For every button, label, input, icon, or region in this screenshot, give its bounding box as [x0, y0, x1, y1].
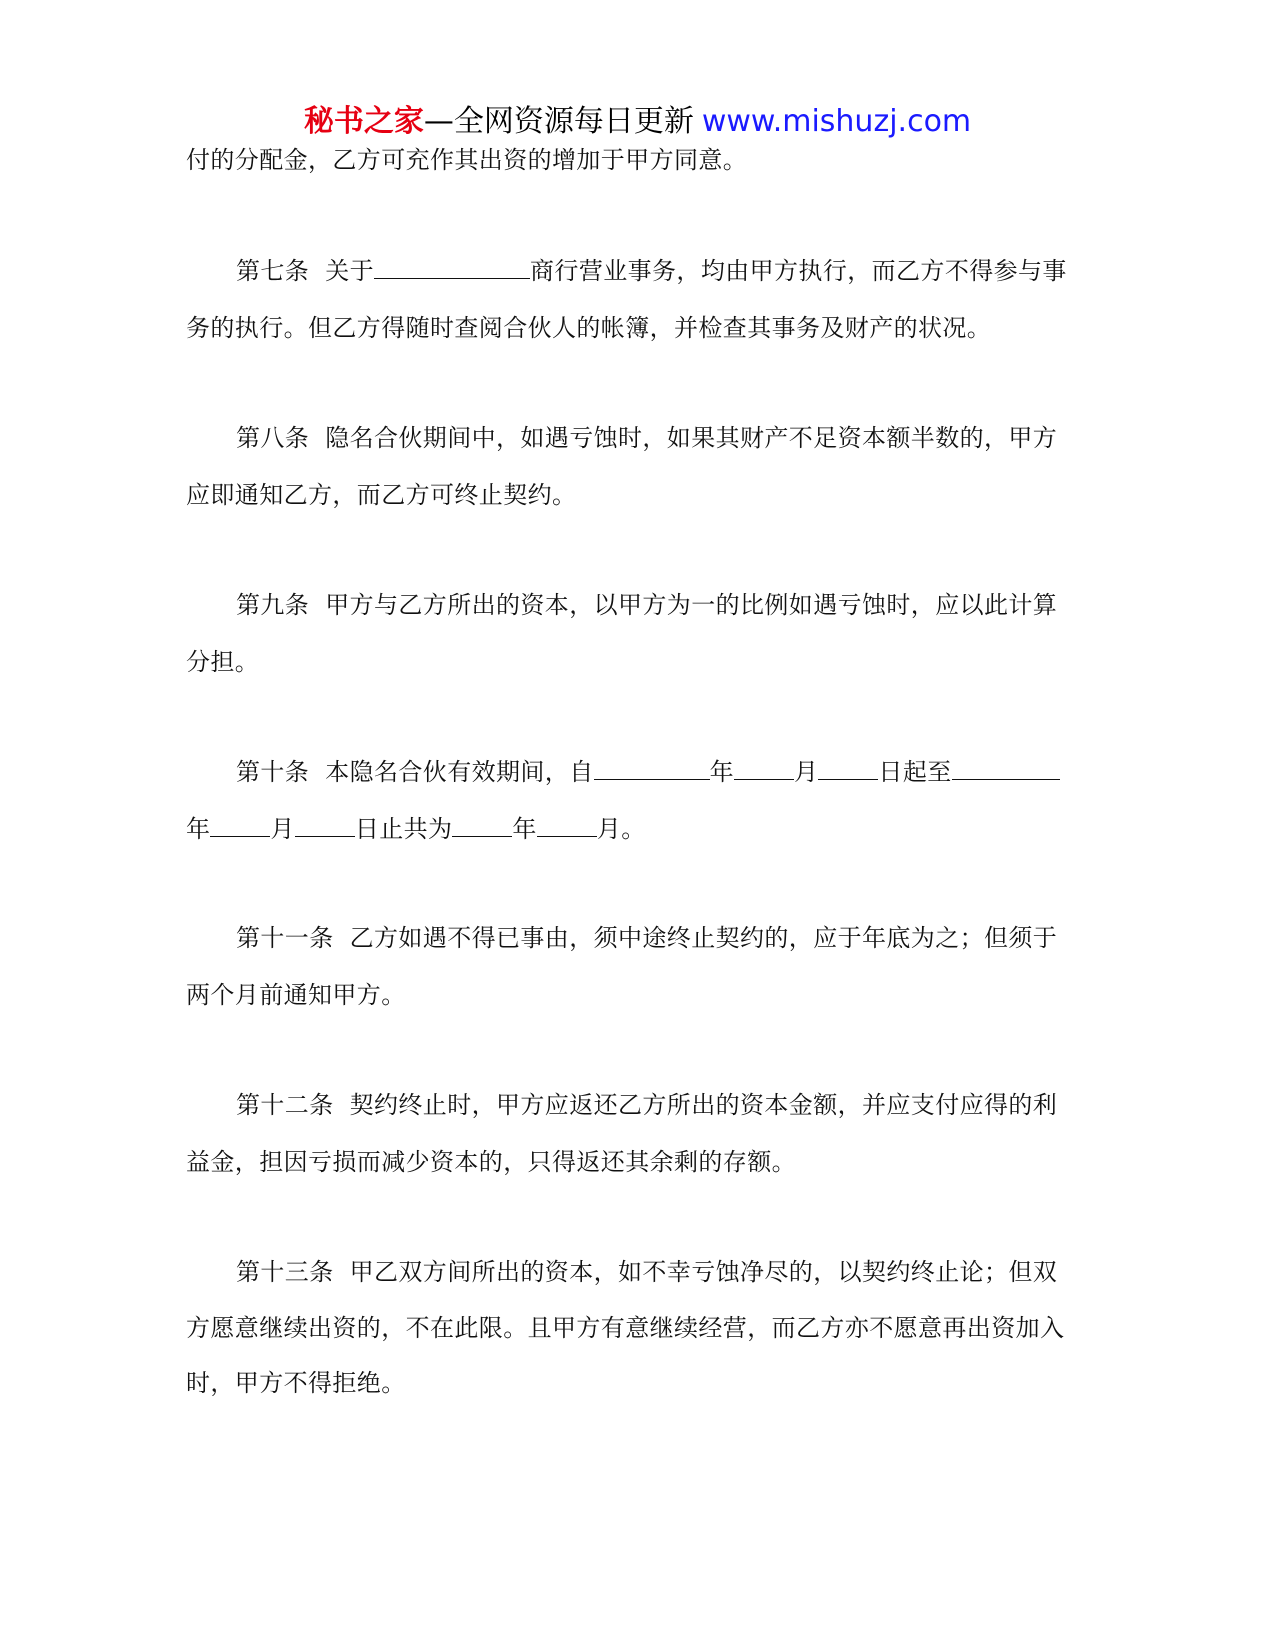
article-10-line-1: 第十条 本隐名合伙有效期间，自 年 月 日起至 [236, 755, 1060, 789]
article-13-line-1: 第十三条 甲乙双方间所出的资本，如不幸亏蚀净尽的，以契约终止论；但双 [236, 1258, 1058, 1286]
blank-field [210, 814, 270, 837]
blank-field [594, 757, 710, 780]
article-13-line-3: 时，甲方不得拒绝。 [186, 1369, 406, 1397]
blank-field [818, 757, 878, 780]
article-10-number: 第十条 [236, 758, 310, 786]
article-7-line-2: 务的执行。但乙方得随时查阅合伙人的帐簿，并检查其事务及财产的状况。 [186, 314, 992, 342]
header-brand: 秘书之家 [303, 104, 424, 139]
blank-field [374, 256, 530, 279]
article-11-number: 第十一条 [236, 924, 334, 952]
article-7-number: 第七条 [236, 257, 310, 285]
article-12-line-1: 第十二条 契约终止时，甲方应返还乙方所出的资本金额，并应支付应得的利 [236, 1091, 1058, 1119]
article-12-line-2: 益金，担因亏损而减少资本的，只得返还其余剩的存额。 [186, 1148, 796, 1176]
article-9-number: 第九条 [236, 591, 310, 619]
blank-field [734, 757, 794, 780]
paragraph-continuation: 付的分配金，乙方可充作其出资的增加于甲方同意。 [186, 146, 748, 174]
article-10-line-2: 年 月 日止共为 年 月。 [186, 815, 646, 843]
blank-field [295, 814, 355, 837]
article-8-line-1: 第八条 隐名合伙期间中，如遇亏蚀时，如果其财产不足资本额半数的，甲方 [236, 424, 1058, 452]
article-11-line-2: 两个月前通知甲方。 [186, 981, 406, 1009]
article-9-line-1: 第九条 甲方与乙方所出的资本，以甲方为一的比例如遇亏蚀时，应以此计算 [236, 591, 1058, 619]
article-8-line-2: 应即通知乙方，而乙方可终止契约。 [186, 481, 577, 509]
article-12-number: 第十二条 [236, 1091, 334, 1119]
article-11-line-1: 第十一条 乙方如遇不得已事由，须中途终止契约的，应于年底为之；但须于 [236, 924, 1058, 952]
article-7-line-1: 第七条 关于 商行营业事务，均由甲方执行，而乙方不得参与事 [236, 257, 1067, 285]
article-8-number: 第八条 [236, 424, 310, 452]
header-slogan: —全网资源每日更新 [423, 104, 694, 139]
article-13-number: 第十三条 [236, 1258, 334, 1286]
page-header [0, 100, 1275, 144]
header-url-link[interactable]: www.mishuzj.com [701, 104, 972, 139]
blank-field [452, 814, 512, 837]
blank-field [537, 814, 597, 837]
article-13-line-2: 方愿意继续出资的，不在此限。且甲方有意继续经营，而乙方亦不愿意再出资加入 [186, 1314, 1065, 1342]
article-9-line-2: 分担。 [186, 648, 260, 676]
blank-field [952, 757, 1060, 780]
